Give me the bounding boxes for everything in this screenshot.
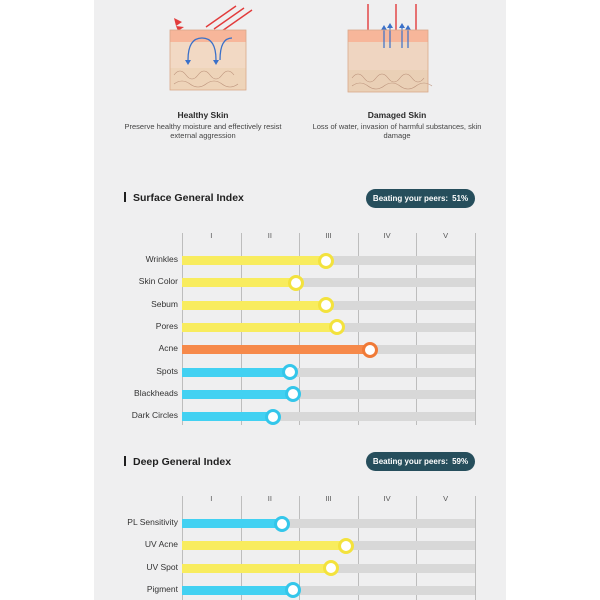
deep-row-marker xyxy=(338,538,354,554)
deep-row-label: PL Sensitivity xyxy=(127,517,178,527)
deep-row-fill xyxy=(182,586,293,595)
surface-index-chart xyxy=(94,231,506,426)
deep-level-label: I xyxy=(210,494,213,503)
section-marker-icon xyxy=(124,192,126,202)
surface-row-track xyxy=(182,301,475,310)
surface-row-marker xyxy=(362,342,378,358)
surface-row-track xyxy=(182,390,475,399)
deep-row-track xyxy=(182,541,475,550)
surface-row-marker xyxy=(265,409,281,425)
surface-row-marker xyxy=(282,364,298,380)
surface-row xyxy=(94,320,506,334)
surface-row-fill xyxy=(182,301,326,310)
surface-row xyxy=(94,275,506,289)
surface-level-label: V xyxy=(443,231,449,240)
deep-row xyxy=(94,561,506,575)
healthy-skin-illustration-icon xyxy=(118,0,288,105)
surface-row-marker xyxy=(288,275,304,291)
deep-index-chart xyxy=(94,494,506,600)
surface-row-marker xyxy=(318,253,334,269)
deep-row-label: UV Spot xyxy=(146,561,178,572)
healthy-skin-title: Healthy Skin xyxy=(177,110,229,120)
deep-row-marker xyxy=(285,582,301,598)
surface-row-label: Dark Circles xyxy=(131,410,178,421)
surface-badge-label: Beating your peers: xyxy=(372,194,449,203)
surface-peers-badge xyxy=(366,189,475,208)
surface-row-fill xyxy=(182,256,326,265)
surface-row xyxy=(94,298,506,312)
surface-row xyxy=(94,387,506,401)
deep-title-text: Deep General Index xyxy=(133,456,232,468)
surface-level-ticks xyxy=(182,231,475,243)
surface-row xyxy=(94,409,506,423)
surface-row-fill xyxy=(182,278,296,287)
section-marker-icon xyxy=(124,456,126,466)
deep-row-label: Pigment xyxy=(146,583,178,594)
deep-row xyxy=(94,538,506,552)
surface-level-label: I xyxy=(210,231,213,240)
surface-row-label: Wrinkles xyxy=(145,254,178,264)
deep-row-marker xyxy=(323,560,339,576)
surface-row-marker xyxy=(318,297,334,313)
deep-level-ticks xyxy=(182,494,475,506)
surface-row-fill xyxy=(182,323,337,332)
surface-row xyxy=(94,342,506,356)
surface-row-track xyxy=(182,323,475,332)
surface-level-label: IV xyxy=(383,231,391,240)
surface-row-marker xyxy=(329,319,345,335)
damaged-skin-description: Loss of water, invasion of harmful substances, skin damage xyxy=(312,122,482,140)
healthy-skin-description: Preserve healthy moisture and effectively resist external aggression xyxy=(124,122,282,140)
deep-badge-label: Beating your peers: xyxy=(372,457,449,466)
deep-row-fill xyxy=(182,519,282,528)
deep-level-label: III xyxy=(325,494,332,503)
surface-row-label: Spots xyxy=(156,365,178,376)
deep-row xyxy=(94,516,506,530)
surface-row xyxy=(94,365,506,379)
surface-row-fill xyxy=(182,390,293,399)
surface-row-track xyxy=(182,256,475,265)
surface-row-label: Skin Color xyxy=(138,276,178,287)
deep-peers-badge xyxy=(366,452,475,471)
surface-row-fill xyxy=(182,412,273,421)
healthy-skin-card xyxy=(118,0,288,140)
deep-badge-value: 59% xyxy=(452,457,469,466)
surface-row-label: Acne xyxy=(158,343,178,354)
deep-section-title xyxy=(124,456,231,468)
surface-row-track xyxy=(182,278,475,287)
surface-row-track xyxy=(182,368,475,377)
deep-row-track xyxy=(182,564,475,573)
surface-row-label: Blackheads xyxy=(134,387,178,398)
deep-row-track xyxy=(182,586,475,595)
surface-badge-value: 51% xyxy=(452,194,469,203)
deep-row-fill xyxy=(182,564,331,573)
report-sheet xyxy=(94,0,506,600)
deep-row xyxy=(94,583,506,597)
surface-section-title xyxy=(124,192,244,204)
surface-row-label: Pores xyxy=(155,320,178,331)
surface-row-track xyxy=(182,345,475,354)
surface-row-marker xyxy=(285,386,301,402)
deep-level-label: II xyxy=(267,494,272,503)
deep-level-label: V xyxy=(443,494,449,503)
deep-row-marker xyxy=(274,516,290,532)
deep-level-label: IV xyxy=(383,494,391,503)
surface-row-label: Sebum xyxy=(151,298,178,309)
surface-row-fill xyxy=(182,345,370,354)
surface-level-label: III xyxy=(325,231,332,240)
deep-row-track xyxy=(182,519,475,528)
damaged-skin-illustration-icon xyxy=(312,0,482,105)
surface-row-fill xyxy=(182,368,290,377)
damaged-skin-title: Damaged Skin xyxy=(367,110,427,120)
surface-row-track xyxy=(182,412,475,421)
deep-row-label: UV Acne xyxy=(144,539,178,550)
deep-row-fill xyxy=(182,541,346,550)
damaged-skin-card xyxy=(312,0,482,140)
surface-row xyxy=(94,253,506,267)
surface-level-label: II xyxy=(267,231,272,240)
surface-title-text: Surface General Index xyxy=(133,192,244,204)
